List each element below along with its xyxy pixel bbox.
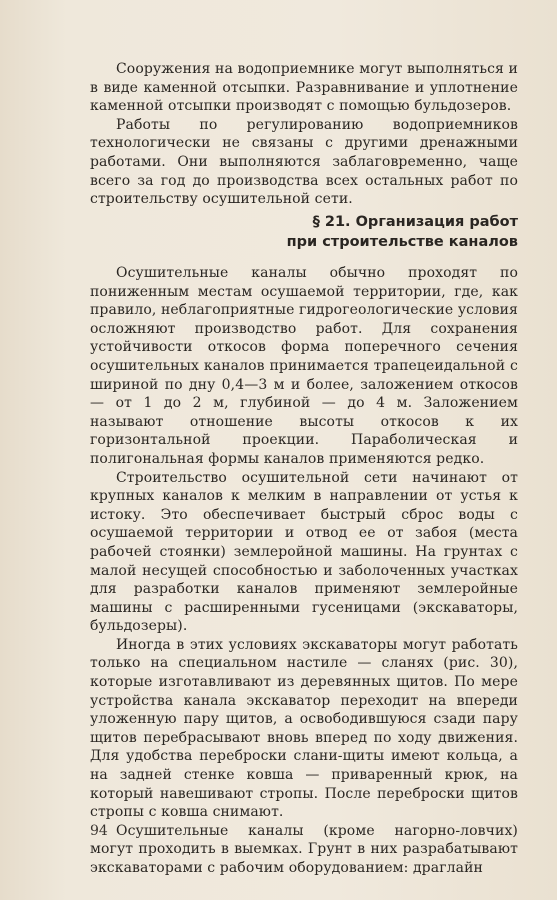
paragraph: Осушительные каналы обычно проходят по пониженным местам осушаемой территории, где, как правило, неблагоприятные гидрогеологические условия осложняют производство работ. Для сохранения устойчивости откосов форма поперечного сечения осушительных каналов принимается трапецеидальной с шириной по дну 0,4—3 м и более, заложением откосов — от 1 до 2 м, глубиной — до 4 м. Заложением называют отношение высоты откосов к их горизонтальной проекции. Параболическая и полигональная формы каналов применяются редко. (90, 265, 518, 467)
section-heading-line: при строительстве каналов (286, 234, 518, 250)
paragraph: Сооружения на водоприемнике могут выполняться и в виде каменной отсыпки. Разравнивание и уплотнение каменной отсыпки производят с помощью бульдозеров. (90, 61, 518, 115)
paragraph: Иногда в этих условиях экскаваторы могут работать только на специальном настиле — сланях (рис. 30), которые изготавливают из деревянных щитов. По мере устройства канала экскаватор переходит на впереди уложенную пару щитов, а освободившуюся сзади пару щитов перебрасывают вновь вперед по ходу движения. Для удобства переброски слани-щиты имеют кольца, а на задней стенке ковша — приваренный крюк, на который навешивают стропы. После переброски щитов стропы с ковша снимают. (90, 636, 518, 821)
text-block-bottom (90, 264, 518, 878)
paragraph: Работы по регулированию водоприемников технологически не связаны с другими дренажными работами. Они выполняются заблаговременно, чаще всего за год до производства всех остальных работ по строительству осушительной сети. (90, 116, 518, 208)
section-heading-line: § 21. Организация работ (312, 214, 518, 230)
paragraph: Строительство осушительной сети начинают от крупных каналов к мелким в направлении от устья к истоку. Это обеспечивает быстрый сброс воды с осушаемой территории и отвод ее от забоя (места рабочей стоянки) землеройной машины. На грунтах с малой несущей способностью и заболоченных участках для разработки каналов применяют землеройные машины с расширенными гусеницами (экскаваторы, бульдозеры). (90, 469, 518, 635)
section-heading (258, 212, 518, 252)
paragraph: Осушительные каналы (кроме нагорно-ловчих) могут проходить в выемках. Грунт в них разрабатывают экскаваторами с рабочим оборудованием: драглайн (90, 822, 518, 876)
page-number: 94 (90, 823, 108, 839)
text-block-top (90, 60, 518, 209)
